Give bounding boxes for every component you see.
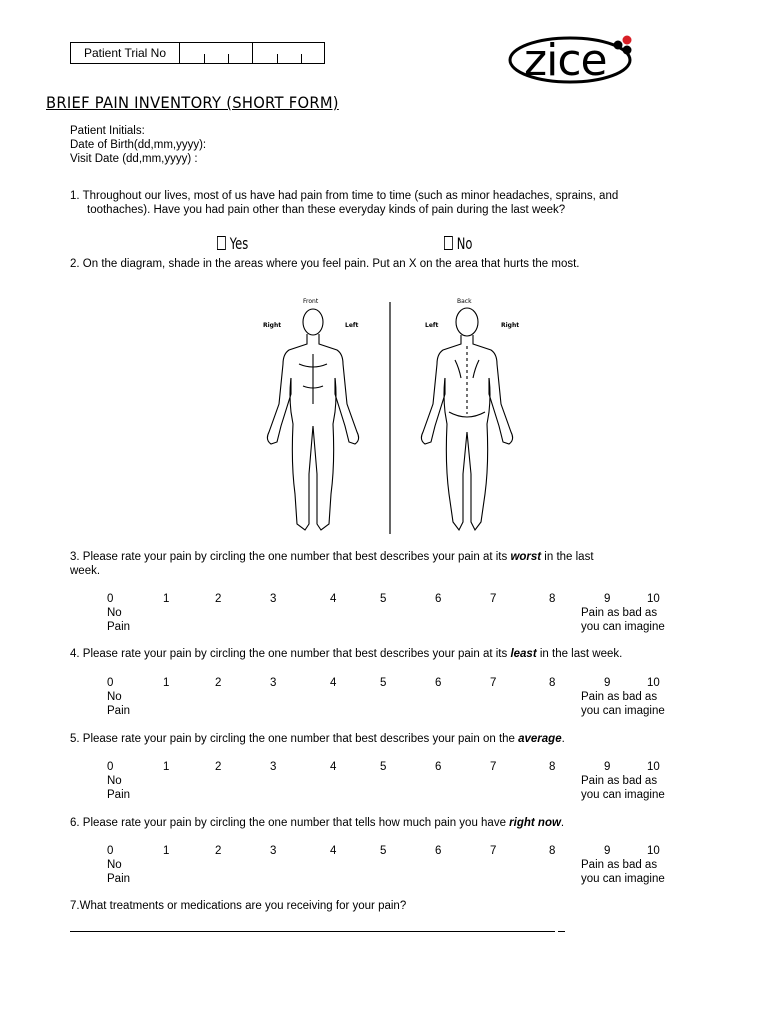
scale-high-label-2: you can imagine xyxy=(581,621,665,633)
date-of-birth-label: Date of Birth(dd,mm,yyyy): xyxy=(70,139,207,151)
back-body-figure xyxy=(421,308,512,530)
scale-number-0[interactable]: 0 xyxy=(107,593,114,605)
scale-number-7[interactable]: 7 xyxy=(490,677,497,689)
scale-number-2[interactable]: 2 xyxy=(215,677,222,689)
scale-number-10[interactable]: 10 xyxy=(647,593,660,605)
scale-number-1[interactable]: 1 xyxy=(163,677,170,689)
average-pain-scale xyxy=(0,760,768,804)
question-1-line-1: 1. Throughout our lives, most of us have had pain from time to time (such as minor headaches, sprains, and xyxy=(70,190,619,202)
scale-number-0[interactable]: 0 xyxy=(107,677,114,689)
scale-high-label-2: you can imagine xyxy=(581,705,665,717)
question-5-text: 5. Please rate your pain by circling the one number that best describes your pain on the xyxy=(70,733,519,745)
scale-number-3[interactable]: 3 xyxy=(270,761,277,773)
scale-number-5[interactable]: 5 xyxy=(380,761,387,773)
scale-number-7[interactable]: 7 xyxy=(490,593,497,605)
zice-logo xyxy=(508,30,638,86)
question-3 xyxy=(70,550,730,578)
scale-number-8[interactable]: 8 xyxy=(549,593,556,605)
no-label: No xyxy=(456,234,473,253)
question-5 xyxy=(70,732,730,746)
question-1 xyxy=(70,189,730,217)
visit-date-label: Visit Date (dd,mm,yyyy) : xyxy=(70,153,198,165)
scale-number-6[interactable]: 6 xyxy=(435,677,442,689)
patient-trial-label: Patient Trial No xyxy=(71,43,180,63)
scale-low-label-2: Pain xyxy=(107,789,131,801)
scale-number-5[interactable]: 5 xyxy=(380,593,387,605)
scale-number-6[interactable]: 6 xyxy=(435,761,442,773)
question-6-text-end: . xyxy=(560,817,565,829)
answer-line-end xyxy=(558,925,565,932)
no-option[interactable] xyxy=(444,236,472,251)
scale-high-label xyxy=(581,690,665,718)
scale-low-label xyxy=(107,606,130,634)
scale-number-8[interactable]: 8 xyxy=(549,761,556,773)
scale-number-9[interactable]: 9 xyxy=(604,845,611,857)
scale-number-6[interactable]: 6 xyxy=(435,593,442,605)
scale-number-4[interactable]: 4 xyxy=(330,845,337,857)
scale-low-label-1: No xyxy=(107,775,122,787)
scale-number-4[interactable]: 4 xyxy=(330,593,337,605)
least-pain-scale xyxy=(0,676,768,720)
scale-number-4[interactable]: 4 xyxy=(330,761,337,773)
question-2: 2. On the diagram, shade in the areas where you feel pain. Put an X on the area that hurts the most. xyxy=(70,258,580,270)
right-now-pain-scale xyxy=(0,844,768,888)
question-5-emphasis: average xyxy=(518,733,562,745)
scale-low-label-2: Pain xyxy=(107,705,131,717)
scale-high-label-2: you can imagine xyxy=(581,873,665,885)
scale-high-label-1: Pain as bad as xyxy=(581,775,658,787)
question-1-line-2: toothaches). Have you had pain other than these everyday kinds of pain during the last week? xyxy=(87,204,566,216)
scale-high-label-1: Pain as bad as xyxy=(581,607,658,619)
scale-low-label-1: No xyxy=(107,691,122,703)
scale-low-label xyxy=(107,690,130,718)
patient-initials-label: Patient Initials: xyxy=(70,125,145,137)
treatment-answer-line[interactable] xyxy=(70,925,555,932)
scale-number-8[interactable]: 8 xyxy=(549,845,556,857)
scale-number-3[interactable]: 3 xyxy=(270,677,277,689)
scale-number-4[interactable]: 4 xyxy=(330,677,337,689)
front-left-label: Left xyxy=(345,322,359,329)
question-4-emphasis: least xyxy=(510,648,537,660)
scale-number-2[interactable]: 2 xyxy=(215,845,222,857)
scale-number-10[interactable]: 10 xyxy=(647,677,660,689)
patient-trial-number-box xyxy=(70,42,325,64)
scale-number-7[interactable]: 7 xyxy=(490,761,497,773)
scale-number-10[interactable]: 10 xyxy=(647,761,660,773)
question-3-line-2: week. xyxy=(70,565,101,577)
scale-low-label-2: Pain xyxy=(107,621,131,633)
scale-number-9[interactable]: 9 xyxy=(604,593,611,605)
scale-number-0[interactable]: 0 xyxy=(107,845,114,857)
question-4-text-end: in the last week. xyxy=(536,648,623,660)
body-diagram[interactable] xyxy=(255,294,525,534)
scale-number-1[interactable]: 1 xyxy=(163,845,170,857)
page-title: BRIEF PAIN INVENTORY (SHORT FORM) xyxy=(46,93,339,112)
front-label: Front xyxy=(303,298,319,305)
scale-number-1[interactable]: 1 xyxy=(163,593,170,605)
yes-option[interactable] xyxy=(217,236,248,251)
question-7: 7.What treatments or medications are you receiving for your pain? xyxy=(70,900,407,912)
worst-pain-scale xyxy=(0,592,768,636)
scale-high-label-1: Pain as bad as xyxy=(581,859,658,871)
question-3-emphasis: worst xyxy=(510,551,542,563)
yes-checkbox[interactable] xyxy=(217,236,226,250)
scale-number-7[interactable]: 7 xyxy=(490,845,497,857)
scale-number-9[interactable]: 9 xyxy=(604,677,611,689)
scale-low-label-1: No xyxy=(107,607,122,619)
question-6 xyxy=(70,816,730,830)
scale-number-10[interactable]: 10 xyxy=(647,845,660,857)
scale-low-label-2: Pain xyxy=(107,873,131,885)
scale-number-0[interactable]: 0 xyxy=(107,761,114,773)
logo-text: zice xyxy=(524,35,607,86)
question-4 xyxy=(70,647,730,661)
scale-low-label xyxy=(107,774,130,802)
scale-number-3[interactable]: 3 xyxy=(270,593,277,605)
scale-number-2[interactable]: 2 xyxy=(215,761,222,773)
scale-low-label-1: No xyxy=(107,859,122,871)
back-right-label: Right xyxy=(501,322,520,329)
back-label: Back xyxy=(457,298,472,305)
trial-number-field-2[interactable] xyxy=(252,43,325,63)
question-6-emphasis: right now xyxy=(509,817,561,829)
front-right-label: Right xyxy=(263,322,282,329)
back-left-label: Left xyxy=(425,322,439,329)
trial-number-field-1[interactable] xyxy=(180,43,252,63)
question-4-text: 4. Please rate your pain by circling the one number that best describes your pain at its xyxy=(70,648,511,660)
question-5-text-end: . xyxy=(561,733,565,745)
scale-number-9[interactable]: 9 xyxy=(604,761,611,773)
scale-number-5[interactable]: 5 xyxy=(380,845,387,857)
scale-number-8[interactable]: 8 xyxy=(549,677,556,689)
scale-number-2[interactable]: 2 xyxy=(215,593,222,605)
scale-high-label xyxy=(581,858,665,886)
question-3-text-end: in the last xyxy=(541,551,594,563)
question-6-text: 6. Please rate your pain by circling the one number that tells how much pain you have xyxy=(70,817,510,829)
no-checkbox[interactable] xyxy=(444,236,453,250)
scale-high-label xyxy=(581,606,665,634)
scale-high-label-2: you can imagine xyxy=(581,789,665,801)
question-3-text: 3. Please rate your pain by circling the one number that best describes your pain at its xyxy=(70,551,511,563)
scale-high-label-1: Pain as bad as xyxy=(581,691,658,703)
scale-number-3[interactable]: 3 xyxy=(270,845,277,857)
yes-label: Yes xyxy=(229,234,249,253)
scale-number-1[interactable]: 1 xyxy=(163,761,170,773)
scale-high-label xyxy=(581,774,665,802)
scale-number-5[interactable]: 5 xyxy=(380,677,387,689)
front-body-figure xyxy=(267,309,358,530)
scale-low-label xyxy=(107,858,130,886)
scale-number-6[interactable]: 6 xyxy=(435,845,442,857)
